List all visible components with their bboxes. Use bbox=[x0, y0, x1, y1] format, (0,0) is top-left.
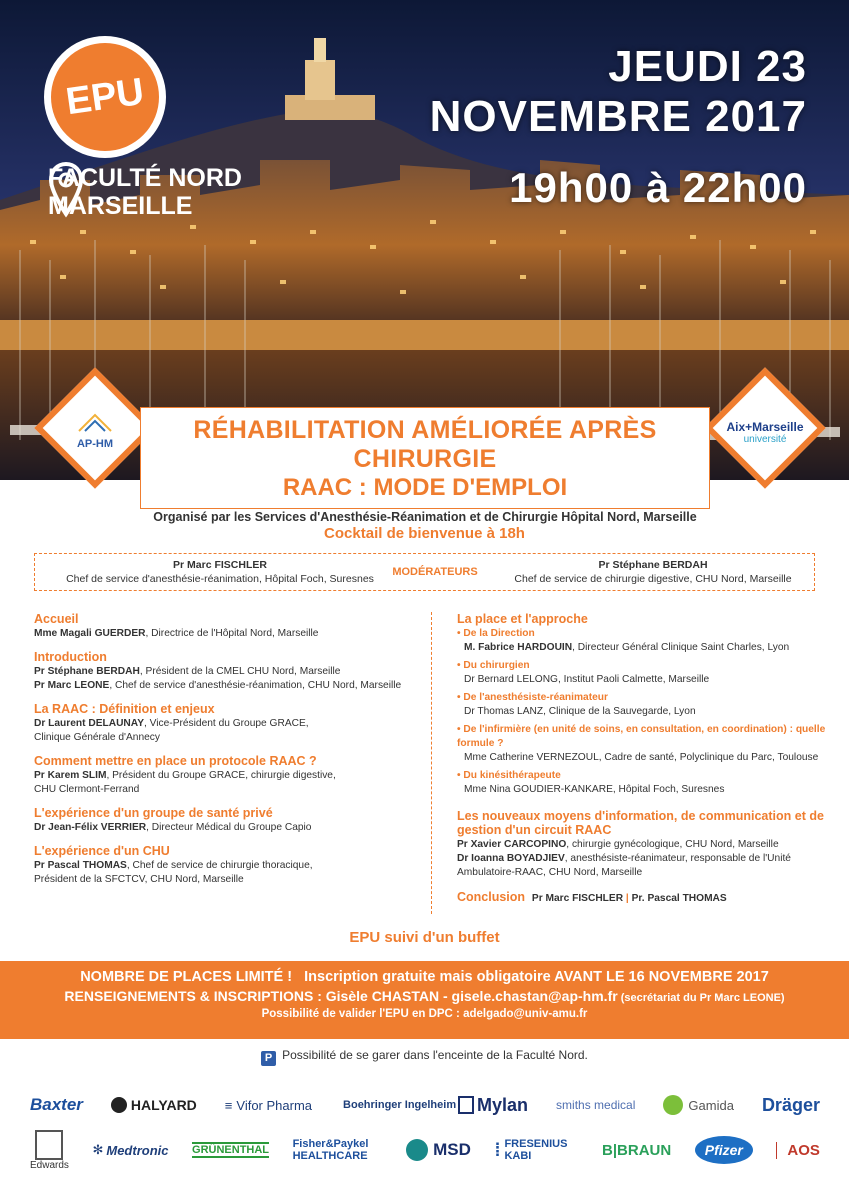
speaker-name: Pr Marc FISCHLER bbox=[531, 893, 624, 904]
speaker-line: Dr Thomas LANZ, Clinique de la Sauvegarde, Lyon bbox=[464, 706, 696, 717]
sponsor-logo: Boehringer Ingelheim bbox=[340, 1093, 430, 1117]
epu-badge bbox=[44, 36, 166, 158]
cocktail-note: Cocktail de bienvenue à 18h bbox=[324, 525, 525, 542]
speaker-line: Mme Nina GOUDIER-KANKARE, Hôpital Foch, Suresnes bbox=[464, 784, 725, 795]
speaker-line bbox=[34, 769, 424, 783]
speaker-name: M. Fabrice HARDOUIN bbox=[464, 642, 573, 653]
speaker-line bbox=[34, 783, 424, 797]
sponsor-logo: Dräger bbox=[761, 1094, 820, 1115]
event-subtitle: RAAC : MODE D'EMPLOI bbox=[282, 474, 568, 501]
registration-line bbox=[0, 988, 849, 1004]
speaker-name: Pr. Pascal THOMAS bbox=[631, 893, 727, 904]
amu-logo-line1: Aix+Marseille bbox=[726, 420, 804, 434]
subsection-title: • De la Direction bbox=[457, 627, 827, 641]
places-limited-line: NOMBRE DE PLACES LIMITÉ ! Inscription gratuite mais obligatoire AVANT LE 16 NOVEMBRE 2017 bbox=[80, 969, 769, 985]
sponsor-logo: B|BRAUN bbox=[602, 1141, 672, 1159]
speaker-role: , Président du Groupe GRACE, chirurgie digestive, bbox=[106, 770, 336, 781]
section-title: La RAAC : Définition et enjeux bbox=[34, 702, 215, 716]
separator: | bbox=[625, 893, 629, 904]
sponsor-logo: Edwards bbox=[30, 1130, 69, 1171]
subsection-title: • Du kinésithérapeute bbox=[457, 769, 827, 783]
aphm-logo-text: AP-HM bbox=[76, 438, 114, 450]
speaker-role: Président de la SFCTCV, CHU Nord, Marseille bbox=[34, 874, 244, 885]
program-section bbox=[34, 844, 424, 887]
organizer-line: Organisé par les Services d'Anesthésie-Réanimation et de Chirurgie Hôpital Nord, Marseille bbox=[153, 510, 697, 524]
speaker-role: , Président de la CMEL CHU Nord, Marseille bbox=[139, 666, 341, 677]
parking-text: Possibilité de se garer dans l'enceinte de la Faculté Nord. bbox=[282, 1048, 588, 1062]
buffet-note: EPU suivi d'un buffet bbox=[349, 929, 500, 946]
speaker-name: Pr Karem SLIM bbox=[34, 770, 107, 781]
section-title: Comment mettre en place un protocole RAAC ? bbox=[34, 754, 317, 768]
sponsor-logo: AOS bbox=[776, 1142, 820, 1159]
program-right-column bbox=[457, 612, 827, 915]
program-section bbox=[34, 702, 424, 745]
speaker-line bbox=[34, 665, 424, 679]
speaker-role: Ambulatoire-RAAC, CHU Nord, Marseille bbox=[457, 867, 643, 878]
section-title: L'expérience d'un CHU bbox=[34, 844, 170, 858]
speaker-line bbox=[34, 627, 424, 641]
title-box bbox=[140, 407, 710, 524]
parking-icon: P bbox=[261, 1051, 276, 1066]
moderator-right bbox=[503, 558, 803, 586]
speaker-name: Pr Marc LEONE bbox=[34, 680, 110, 691]
sponsor-logo: Fisher&Paykel HEALTHCARE bbox=[292, 1138, 369, 1162]
section-title: Accueil bbox=[34, 612, 79, 626]
section-title: Les nouveaux moyens d'information, de communication et de gestion d'un circuit RAAC bbox=[457, 809, 824, 837]
moderator-right-role: Chef de service de chirurgie digestive, CHU Nord, Marseille bbox=[514, 573, 792, 585]
section-title: La place et l'approche bbox=[457, 612, 588, 626]
registration-band bbox=[0, 961, 849, 1039]
conclusion-section bbox=[457, 890, 827, 906]
sponsor-logo: Gamida bbox=[663, 1095, 734, 1115]
sponsor-logo: ⁞ FRESENIUS KABI bbox=[494, 1138, 568, 1162]
sponsor-logo: ≡ Vifor Pharma bbox=[224, 1097, 313, 1113]
aphm-emblem-icon bbox=[75, 413, 115, 433]
speaker-line bbox=[34, 859, 424, 873]
sponsors-row-1 bbox=[30, 1088, 820, 1122]
amu-logo bbox=[715, 420, 815, 445]
section-title: Introduction bbox=[34, 650, 107, 664]
program-section bbox=[34, 650, 424, 693]
parking-note bbox=[0, 1048, 849, 1066]
speaker-line bbox=[457, 866, 827, 880]
speaker-role: , Directrice de l'Hôpital Nord, Marseille bbox=[145, 628, 319, 639]
speaker-line: Dr Bernard LELONG, Institut Paoli Calmette, Marseille bbox=[464, 674, 710, 685]
speaker-name: Pr Xavier CARCOPINO bbox=[457, 839, 567, 850]
program-section bbox=[457, 612, 827, 797]
event-date-month: NOVEMBRE 2017 bbox=[429, 92, 807, 141]
sponsor-logo: HALYARD bbox=[111, 1097, 197, 1113]
speaker-line bbox=[34, 873, 424, 887]
speaker-name: Dr Ioanna BOYADJIEV bbox=[457, 853, 565, 864]
sponsor-logo: ✻ Medtronic bbox=[92, 1142, 169, 1158]
speaker-line bbox=[457, 852, 827, 866]
location-line2: MARSEILLE bbox=[48, 192, 193, 220]
speaker-line bbox=[457, 641, 827, 655]
speaker-line bbox=[34, 731, 424, 745]
moderator-left bbox=[65, 558, 375, 586]
epu-badge-label: EPU bbox=[63, 70, 147, 123]
program-left-column bbox=[34, 612, 424, 896]
sponsors-row-2 bbox=[30, 1126, 820, 1174]
column-divider bbox=[431, 612, 432, 914]
event-title: RÉHABILITATION AMÉLIORÉE APRÈS CHIRURGIE bbox=[193, 416, 657, 473]
speaker-name: Pr Stéphane BERDAH bbox=[34, 666, 140, 677]
speaker-line bbox=[34, 679, 424, 693]
speaker-name: Dr Laurent DELAUNAY bbox=[34, 718, 145, 729]
speaker-role: , Directeur Médical du Groupe Capio bbox=[146, 822, 312, 833]
speaker-line: Mme Catherine VERNEZOUL, Cadre de santé, Polyclinique du Parc, Toulouse bbox=[464, 752, 819, 763]
location-block bbox=[48, 162, 242, 220]
speaker-role: Clinique Générale d'Annecy bbox=[34, 732, 160, 743]
aphm-logo bbox=[45, 413, 145, 450]
speaker-role: , Vice-Président du Groupe GRACE, bbox=[144, 718, 309, 729]
sponsor-logo: Pfizer bbox=[695, 1136, 753, 1164]
speaker-role: CHU Clermont-Ferrand bbox=[34, 784, 140, 795]
event-time: 19h00 à 22h00 bbox=[509, 164, 807, 211]
sponsor-logo: smiths medical bbox=[556, 1098, 636, 1112]
subsection-title: • De l'infirmière (en unité de soins, en consultation, en coordination) : quelle formule ? bbox=[457, 723, 827, 751]
sponsor-logo: MSD bbox=[406, 1139, 471, 1161]
program-section bbox=[34, 754, 424, 797]
section-title: Conclusion bbox=[457, 890, 526, 904]
speaker-name: Pr Pascal THOMAS bbox=[34, 860, 127, 871]
dpc-line[interactable]: Possibilité de valider l'EPU en DPC : adelgado@univ-amu.fr bbox=[261, 1008, 588, 1020]
moderator-left-name: Pr Marc FISCHLER bbox=[173, 559, 267, 571]
registration-contact[interactable]: RENSEIGNEMENTS & INSCRIPTIONS : Gisèle CHASTAN - gisele.chastan@ap-hm.fr bbox=[64, 988, 618, 1004]
subsection-title: • Du chirurgien bbox=[457, 659, 827, 673]
moderator-right-name: Pr Stéphane BERDAH bbox=[598, 559, 708, 571]
speaker-role: , Chef de service d'anesthésie-réanimation, CHU Nord, Marseille bbox=[109, 680, 402, 691]
sponsor-logo: GRÜNENTHAL bbox=[192, 1144, 270, 1156]
program-section bbox=[457, 809, 827, 880]
speaker-role: , Chef de service de chirurgie thoracique, bbox=[126, 860, 313, 871]
program-section bbox=[34, 612, 424, 641]
moderator-left-role: Chef de service d'anesthésie-réanimation, Hôpital Foch, Suresnes bbox=[66, 573, 374, 585]
speaker-role: , anesthésiste-réanimateur, responsable de l'Unité bbox=[564, 853, 791, 864]
sponsor-logo: Mylan bbox=[458, 1095, 528, 1116]
moderators-label: MODÉRATEURS bbox=[392, 566, 478, 578]
speaker-line bbox=[457, 838, 827, 852]
location-pin-icon bbox=[48, 162, 84, 218]
subsection-title: • De l'anesthésiste-réanimateur bbox=[457, 691, 827, 705]
sponsor-logo: Baxter bbox=[30, 1095, 83, 1114]
section-title: L'expérience d'un groupe de santé privé bbox=[34, 806, 273, 820]
registration-secretariat: (secrétariat du Pr Marc LEONE) bbox=[617, 992, 785, 1004]
moderators-box bbox=[34, 553, 815, 591]
location-line1: FACULTÉ NORD bbox=[48, 164, 242, 192]
speaker-role: , chirurgie gynécologique, CHU Nord, Marseille bbox=[566, 839, 779, 850]
speaker-line bbox=[34, 717, 424, 731]
amu-logo-line2: université bbox=[743, 434, 787, 445]
speaker-name: Mme Magali GUERDER bbox=[34, 628, 146, 639]
program-section bbox=[34, 806, 424, 835]
event-date-day: JEUDI 23 bbox=[608, 42, 807, 91]
speaker-name: Dr Jean-Félix VERRIER bbox=[34, 822, 147, 833]
speaker-role: , Directeur Général Clinique Saint Charles, Lyon bbox=[572, 642, 790, 653]
speaker-line bbox=[34, 821, 424, 835]
